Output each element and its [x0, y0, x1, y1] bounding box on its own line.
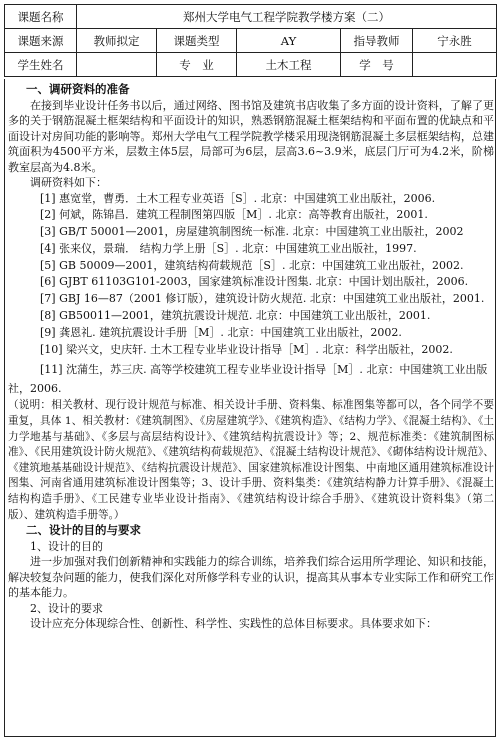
section1-paragraph: 在接到毕业设计任务书以后，通过网络、图书馆及建筑书店收集了多方面的设计资料，了解了更多的关于钢筋混凝土框架结构和平面设计的知识，熟悉钢筋混凝土框架结构和平面布置的优缺点和平面设计对房间功能的影响等。郑州大学电气工程学院教学楼采用现浇钢筋混凝土多层框架结构，总建筑面积为4500平方米，层数主体5层，局部可为6层，层高3.6~3.9米，底层门厅可为4.2米，阶梯教室层高为4.8米。 — [8, 98, 494, 174]
reference-item: [1] 惠宽堂，曹勇．土木工程专业英语［S］. 北京：中国建筑工业出版社，2006. — [40, 191, 436, 205]
table-row — [5, 5, 497, 29]
reference-item: [3] GB/T 50001—2001，房屋建筑制图统一标准. 北京：中国建筑工业出版社，2002 — [40, 225, 464, 239]
design-requirements-paragraph: 设计应充分体现综合性、创新性、科学性、实践性的总体目标要求。具体要求如下： — [30, 617, 437, 631]
explanation-note: （说明：相关教材、现行设计规范与标准、相关设计手册、资料集、标准图集等都可以，各个同学不要重复，具体 1、相关教材：《建筑制图》、《房屋建筑学》、《建筑构造》、《结构力学》、《混凝土结构》、《土力学地基与基础》、《多层与高层结构设计》、《建筑结构抗震设计》等；2、规范标准类：《建筑制图标准》、《民用建筑设计防火规范》、《建筑结构荷载规范》、《混凝土结构设计规范》、《砌体结构设计规范》、《建筑地基基础设计规范》、《结构抗震设计规范》、国家建筑标准设计图集、中南地区通用建筑标准设计图集、河南省通用建筑标准设计图集等；3、设计手册、资料集类：《建筑结构静力计算手册》、《混凝土结构构造手册》、《工民建专业毕业设计指南》、《建筑结构设计综合手册》、《建筑设计资料集》（第二版）、建筑构造手册等。） — [8, 399, 494, 521]
references-intro: 调研资料如下： — [30, 176, 107, 189]
content-body — [8, 82, 494, 632]
major-label: 专 业 — [157, 53, 237, 77]
student-name-value — [77, 53, 157, 77]
design-purpose-subheading: 1、设计的目的 — [30, 539, 103, 553]
reference-item: [8] GB50011—2001，建筑抗震设计规范. 北京：中国建筑工业出版社，2001. — [40, 309, 431, 323]
reference-item: [11] 沈蒲生，苏三庆. 高等学校建筑工程专业毕业设计指导［M］. 北京：中国建筑工业出版社，2006. — [8, 363, 488, 396]
reference-item: [10] 梁兴文，史庆轩. 土木工程专业毕业设计指导［M］. 北京：科学出版社，2002. — [40, 342, 453, 356]
reference-item: [5] GB 50009—2001，建筑结构荷载规范［S］. 北京：中国建筑工业出版社，2002. — [40, 258, 464, 272]
reference-item: [9] 龚恩礼. 建筑抗震设计手册［M］. 北京：中国建筑工业出版社，2002. — [40, 325, 402, 339]
student-name-label: 学生姓名 — [5, 53, 77, 77]
advisor-label: 指导教师 — [341, 29, 413, 53]
project-info-table — [4, 4, 497, 77]
reference-item: [6] GJBT 61103G101-2003，国家建筑标准设计图集. 北京：中国计划出版社，2006. — [40, 275, 469, 289]
table-row — [5, 53, 497, 77]
major-value: 土木工程 — [237, 53, 341, 77]
section1-heading: 一、调研资料的准备 — [26, 82, 130, 96]
topic-type-value: AY — [237, 29, 341, 53]
advisor-value: 宁永胜 — [413, 29, 497, 53]
topic-name-label: 课题名称 — [5, 5, 77, 29]
table-row — [5, 29, 497, 53]
section2-heading: 二、设计的目的与要求 — [26, 523, 141, 538]
reference-item: [7] GBJ 16—87（2001 修订版），建筑设计防火规范. 北京：中国建筑工业出版社，2001. — [40, 292, 485, 306]
topic-type-label: 课题类型 — [157, 29, 237, 53]
topic-source-label: 课题来源 — [5, 29, 77, 53]
reference-item: [2] 何斌，陈锦昌．建筑工程制图第四版［M］. 北京：高等教育出版社，2001. — [40, 208, 428, 222]
reference-item: [4] 张来仪，景瑞． 结构力学上册［S］. 北京：中国建筑工业出版社，1997. — [40, 241, 417, 255]
design-requirements-subheading: 2、设计的要求 — [30, 601, 103, 615]
student-id-label: 学 号 — [341, 53, 413, 77]
student-id-value — [413, 53, 497, 77]
topic-name-value: 郑州大学电气工程学院教学楼方案（二） — [77, 5, 497, 29]
reference-list — [8, 191, 494, 399]
design-purpose-paragraph: 进一步加强对我们创新精神和实践能力的综合训练，培养我们综合运用所学理论、知识和技能，解决较复杂问题的能力，使我们深化对所修学科专业的认识，提高其从事本专业实际工作和研究工作的基本能力。 — [8, 555, 494, 600]
topic-source-value: 教师拟定 — [77, 29, 157, 53]
